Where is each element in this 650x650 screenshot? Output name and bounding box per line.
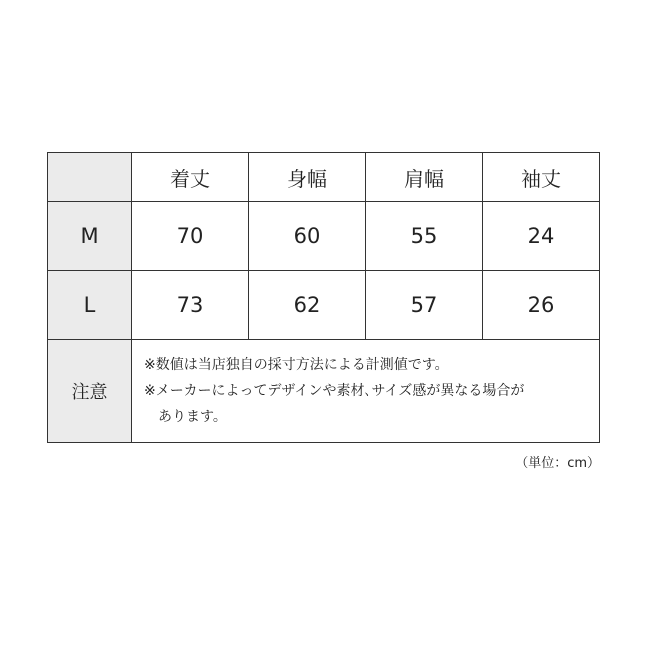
unit-note: （単位：cm） [515,456,600,471]
header-row [48,153,600,202]
column-header-length: 着丈 [132,153,249,202]
table-cell: 70 [132,202,249,271]
table-row-m [48,202,600,271]
note-line: ※メーカーによってデザインや素材､サイズ感が異なる場合が [144,383,525,399]
table-cell: 62 [249,271,366,340]
column-header-shoulder-width: 肩幅 [366,153,483,202]
table-cell: 73 [132,271,249,340]
notes-row [48,340,600,443]
table-cell: 26 [483,271,600,340]
note-line: ※数値は当店独自の採寸方法による計測値です。 [144,357,449,373]
table-cell: 60 [249,202,366,271]
size-chart-table [47,152,600,443]
column-header-sleeve-length: 袖丈 [483,153,600,202]
table-cell: 24 [483,202,600,271]
corner-cell [48,153,132,202]
size-label-l: L [48,271,132,340]
table-cell: 55 [366,202,483,271]
table-cell: 57 [366,271,483,340]
column-header-body-width: 身幅 [249,153,366,202]
table-row-l [48,271,600,340]
notes-label: 注意 [48,340,132,443]
size-label-m: M [48,202,132,271]
note-line: あります。 [158,409,227,425]
notes-cell [132,340,600,443]
